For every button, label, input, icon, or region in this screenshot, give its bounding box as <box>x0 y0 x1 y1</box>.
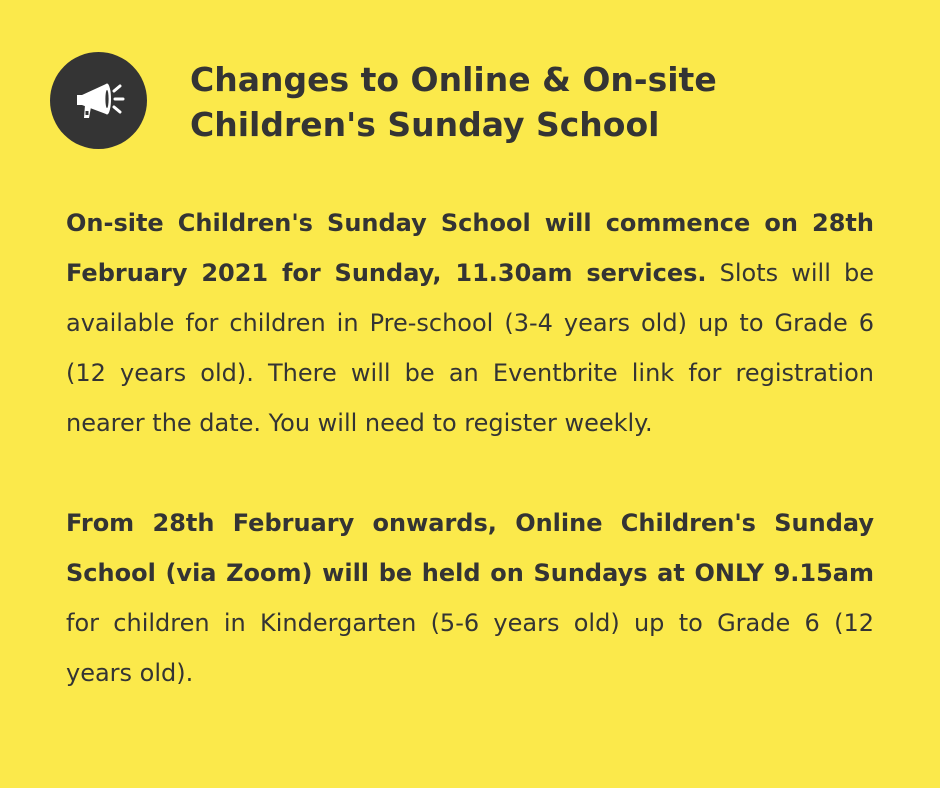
megaphone-icon-graphic <box>68 70 130 132</box>
onsite-paragraph <box>66 198 874 448</box>
online-paragraph-bold: From 28th February onwards, Online Children's Sunday School (via Zoom) will be held on Sundays at ONLY 9.15am <box>66 509 874 587</box>
online-paragraph-text: for children in Kindergarten (5-6 years old) up to Grade 6 (12 years old). <box>66 609 874 687</box>
announcement-header <box>50 52 890 152</box>
title-line-1: Changes to Online & On-site <box>190 60 717 99</box>
onsite-paragraph-text: Slots will be available for children in Pre-school (3-4 years old) up to Grade 6 (12 years old). There will be an Eventbrite link for registration nearer the date. You will need to register weekly. <box>66 259 874 437</box>
announcement-body <box>66 198 874 748</box>
megaphone-icon <box>50 52 147 149</box>
title-line-2: Children's Sunday School <box>190 105 660 144</box>
online-paragraph <box>66 498 874 698</box>
onsite-paragraph-bold: On-site Children's Sunday School will commence on 28th February 2021 for Sunday, 11.30am services. <box>66 209 874 287</box>
page-title <box>190 57 717 147</box>
